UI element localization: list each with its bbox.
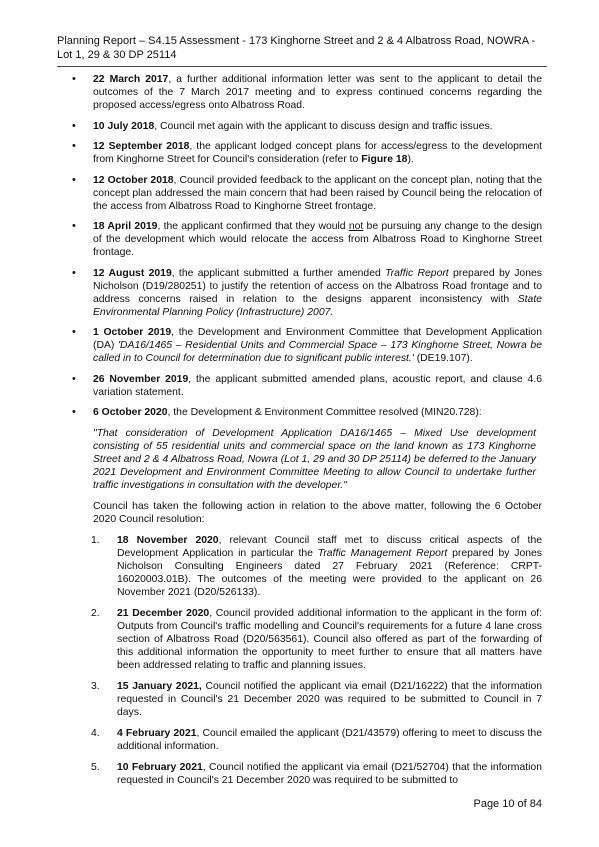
numbered-item: 2. 21 December 2020, Council provided additional information to the applicant in the form of: Outputs from Council's traffic modelling and Council's requirements for a future 4 lane cross section of Albatross Road (D20/563561). Council also offered as part of the forwarding of this additional information the opportunity to meet further to ensure that all matters have been addressed relating to traffic and planning issues. <box>91 607 542 671</box>
page-header <box>57 35 547 67</box>
bullet-item: • 10 July 2018, Council met again with the applicant to discuss design and traffic issues. <box>57 120 542 133</box>
bullet-item: • 22 March 2017, a further additional information letter was sent to the applicant to detail the outcomes of the 7 March 2017 meeting and to express continued concerns regarding the proposed access/egress onto Albatross Road. <box>57 73 542 112</box>
bullet-item: • 12 August 2019, the applicant submitted a further amended Traffic Report prepared by Jones Nicholson (D19/280251) to justify the retention of access on the Albatross Road frontage and to address concerns raised in relation to the designs apparent inconsistency with State Environmental Planning Policy (Infrastructure) 2007. <box>57 267 542 319</box>
bullet-item: • 6 October 2020, the Development & Environment Committee resolved (MIN20.728): <box>57 406 542 419</box>
document-body <box>57 73 542 795</box>
numbered-item: 4. 4 February 2021, Council emailed the applicant (D21/43579) offering to meet to discuss the additional information. <box>91 727 542 752</box>
numbered-item: 5. 10 February 2021, Council notified the applicant via email (D21/52704) that the information requested in Council's 21 December 2020 was required to be submitted to <box>91 761 542 786</box>
numbered-item: 3. 15 January 2021, Council notified the applicant via email (D21/16222) that the information requested in Council's 21 December 2020 was required to be submitted to Council in 7 days. <box>91 680 543 718</box>
bullet-item: • 12 September 2018, the applicant lodged concept plans for access/egress to the development from Kinghorne Street for Council's consideration (refer to Figure 18). <box>57 140 542 166</box>
page-number: Page 10 of 84 <box>473 798 542 810</box>
bullet-item: • 1 October 2019, the Development and Environment Committee that Development Application (DA) 'DA16/1465 – Residential Units and Commercial Space – 173 Kinghorne Street, Nowra be called in to Council for determination due to significant public interest.' (DE19.107). <box>57 326 542 365</box>
numbered-item: 1. 18 November 2020, relevant Council staff met to discuss critical aspects of the Development Application in particular the Traffic Management Report prepared by Jones Nicholson Consulting Engineers dated 27 February 2021 (Reference: CRPT-16020003.01B). The outcomes of the meeting were provided to the applicant on 26 November 2021 (D20/526133). <box>91 534 542 598</box>
bullet-item: • 18 April 2019, the applicant confirmed that they would not be pursuing any change to the design of the development which would relocate the access from Albatross Road to Kinghorne Street frontage. <box>57 220 542 259</box>
bullet-item: • 26 November 2019, the applicant submitted amended plans, acoustic report, and clause 4.6 variation statement. <box>57 373 542 399</box>
header-line-1: Planning Report – S4.15 Assessment - 173 Kinghorne Street and 2 & 4 Albatross Road, NOWRA - <box>57 35 536 47</box>
figure-reference: Figure 18 <box>361 154 408 165</box>
bullet-item: • 12 October 2018, Council provided feedback to the applicant on the concept plan, noting that the concept plan addressed the main concern that had been raised by Council being the relocation of the access from Albatross Road to Kinghorne Street frontage. <box>57 174 542 213</box>
header-line-2: Lot 1, 29 & 30 DP 25114 <box>57 48 177 61</box>
intro-paragraph: Council has taken the following action in relation to the above matter, following the 6 October 2020 Council resolution: <box>93 500 542 525</box>
resolution-quote: "That consideration of Development Application DA16/1465 – Mixed Use development consisting of 55 residential units and commercial space on the land known as 173 Kinghorne Street and 2 & 4 Albatross Road, Nowra (Lot 1, 29 and 30 DP 25114) be deferred to the January 2021 Development and Environment Committee Meeting to allow Council to undertake further traffic investigations in consultation with the developer." <box>93 427 536 491</box>
